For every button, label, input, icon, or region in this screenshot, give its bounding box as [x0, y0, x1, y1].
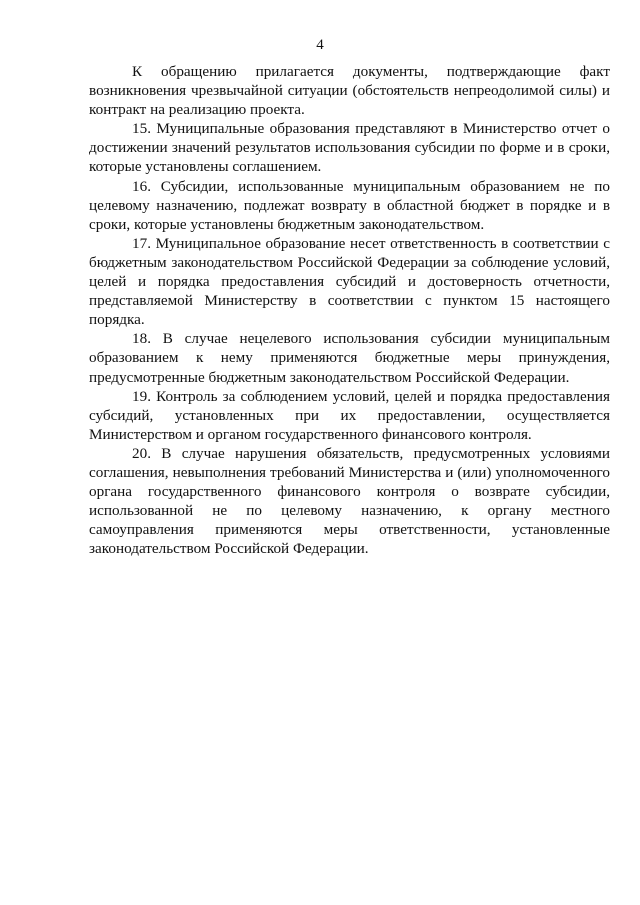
paragraph-20: 20. В случае нарушения обязательств, предусмотренных условиями соглашения, невыполнения требований Министерства и (или) уполномоченного органа государственного финансового контроля о возврате субсидии, использованной не по целевому назначению, к органу местного самоуправления применяются меры ответственности, установленные законодательством Российской Федерации.: [89, 444, 610, 558]
paragraph-18: 18. В случае нецелевого использования субсидии муниципальным образованием к нему применяются бюджетные меры принуждения, предусмотренные бюджетным законодательством Российской Федерации.: [89, 330, 610, 386]
paragraph-15: 15. Муниципальные образования представляют в Министерство отчет о достижении значений результатов использования субсидии по форме и в сроки, которые установлены соглашением.: [89, 120, 610, 176]
paragraph-17: 17. Муниципальное образование несет ответственность в соответствии с бюджетным законодательством Российской Федерации за соблюдение условий, целей и порядка предоставления субсидий и достоверность отчетности, представляемой Министерству в соответствии с пунктом 15 настоящего порядка.: [89, 234, 610, 329]
paragraph-19: 19. Контроль за соблюдением условий, целей и порядка предоставления субсидий, установленных при их предоставлении, осуществляется Министерством и органом государственного финансового контроля.: [89, 387, 610, 443]
paragraph-intro: К обращению прилагается документы, подтверждающие факт возникновения чрезвычайной ситуации (обстоятельств непреодолимой силы) и контракт на реализацию проекта.: [89, 63, 610, 119]
paragraph-16: 16. Субсидии, использованные муниципальным образованием не по целевому назначению, подлежат возврату в областной бюджет в порядке и в сроки, которые установлены бюджетным законодательством.: [89, 177, 610, 233]
document-body: [89, 62, 610, 558]
page-number: 4: [316, 37, 324, 53]
